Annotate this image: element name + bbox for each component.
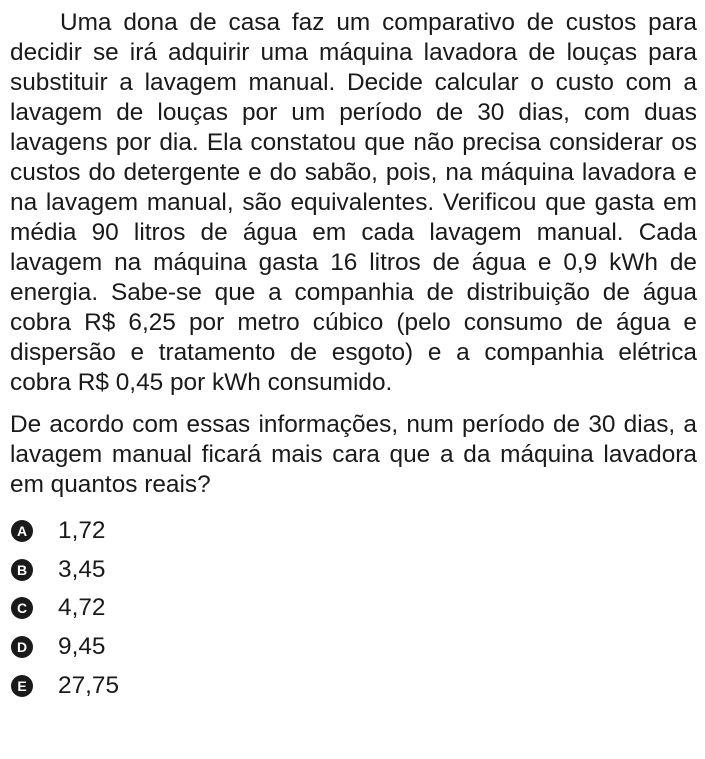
option-b-text: 3,45 [58,555,106,583]
option-e-text: 27,75 [58,671,120,699]
option-e-letter-badge: E [11,675,33,697]
option-b-letter-badge: B [11,559,33,581]
option-c-letter-badge: C [11,597,33,619]
option-b[interactable] [10,551,697,590]
option-c[interactable] [10,589,697,628]
option-a-text: 1,72 [58,517,106,545]
option-d[interactable] [10,628,697,667]
option-d-letter-badge: D [11,636,33,658]
option-d-text: 9,45 [58,633,106,661]
option-c-text: 4,72 [58,594,106,622]
question-intro-text: Uma dona de casa faz um comparativo de custos para decidir se irá adquirir uma máquina lavadora de louças para substituir a lavagem manual. Decide calcular o custo com a lavagem de louças por um período de 30 dias, com duas lavagens por dia. Ela constatou que não precisa considerar os custos do detergente e do sabão, pois, na máquina lavadora e na lavagem manual, são equivalentes. Verificou que gasta em média 90 litros de água em cada lavagem manual. Cada lavagem na máquina gasta 16 litros de água e 0,9 kWh de energia. Sabe-se que a companhia de distribuição de água cobra R$ 6,25 por metro cúbico (pelo consumo de água e dispersão e tratamento de esgoto) e a companhia elétrica cobra R$ 0,45 por kWh consumido. [10,9,697,396]
option-e[interactable] [10,666,697,705]
option-a-letter-badge: A [11,520,33,542]
option-a[interactable] [10,512,697,551]
answer-options [10,512,697,705]
question-prompt-text: De acordo com essas informações, num período de 30 dias, a lavagem manual ficará mais cara que a da máquina lavadora em quantos reais? [10,411,697,498]
